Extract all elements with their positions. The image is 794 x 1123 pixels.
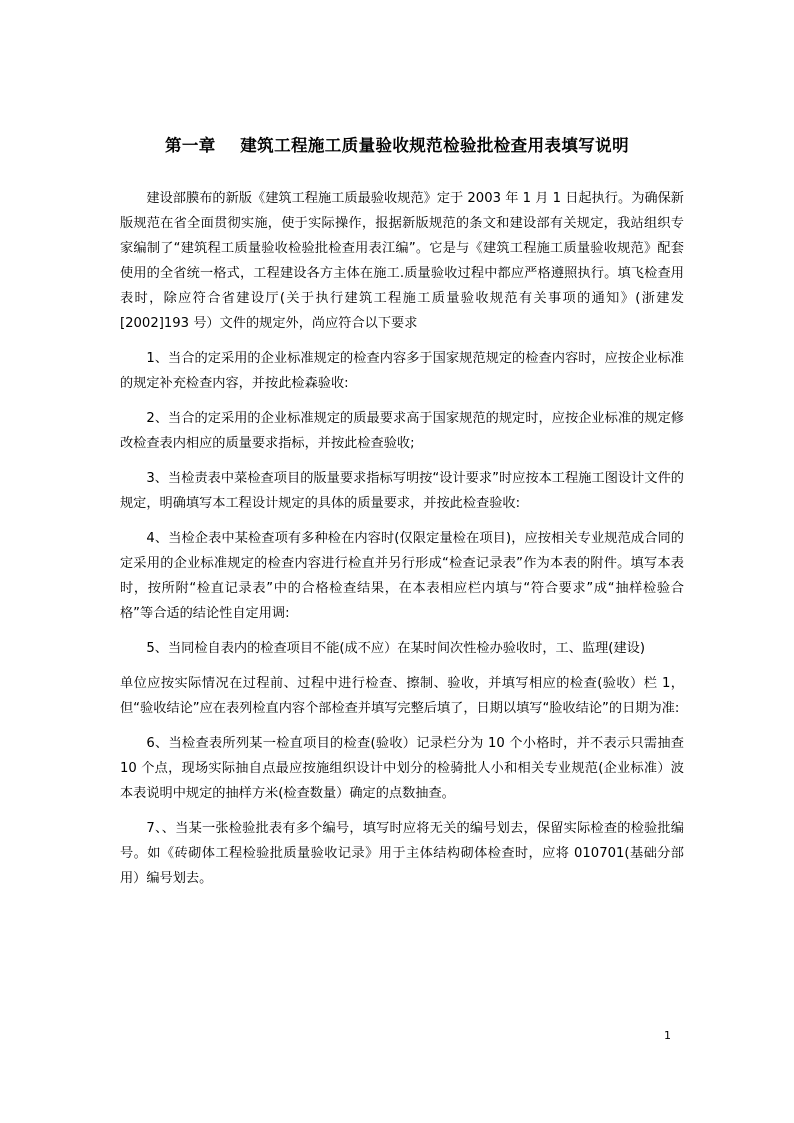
chapter-title: 第一章 建筑工程施工质量验收规范检验批检查用表填写说明: [165, 136, 629, 155]
requirement-6-paragraph: 6、当检查表所列某一检直项目的检查(验收）记录栏分为 10 个小格时，并不表示只需抽查 10 个点，现场实际抽自点最应按施组织设计中划分的检骑批人小和相关专业规范(企业标准）波本表说明中规定的抽样方米(检查数量）确定的点数抽查。: [120, 736, 684, 801]
requirement-1-paragraph: 1、当合的定采用的企业标准规定的检查内容多于国家规范规定的检查内容时，应按企业标准的规定补充检查内容，并按此检森验收:: [120, 351, 684, 391]
requirement-7-paragraph: 7、、当某一张检验批表有多个编号，填写时应将无关的编号划去，保留实际检查的检验批编号。如《砖砌体工程检验批质量验收记录》用于主体结构砌体检查时，应将 010701(基础分部用）编号划去。: [120, 821, 684, 886]
body-text: [120, 186, 684, 891]
requirement-4-paragraph: 4、当检企表中某检查项有多种检在内容时(仅限定量检在项目)，应按相关专业规范成合同的定采用的企业标准规定的检查内容进行检直并另行形成“检查记录表”作为本表的附件。填写本表时，按所附“检直记录表”中的合格检查结果，在本表相应栏内填与“符合要求”成“抽样检验合格”等合适的结论性自定用调:: [120, 531, 684, 621]
requirement-5-continuation: 单位应按实际情况在过程前、过程中进行检查、擦制、验收，并填写相应的检查(验收）栏 1，但“验收结论”应在表列检直内容个部检查并填写完整后填了，日期以填写“脸收结论”的日期为准:: [120, 676, 684, 716]
requirement-5-paragraph: 5、当同检自表内的检查项目不能(成不应）在某时间次性检办验收时，工、监理(建设): [146, 641, 645, 656]
intro-paragraph: 建设部膜布的新版《建筑工程施工质最验收规范》定于 2003 年 1 月 1 日起执行。为确保新版规范在省全面贯彻实施，使于实际操作，报据新版规范的条文和建设部有关规定，我站组织专家编制了“建筑程工质量验收检验批检查用表江编”。它是与《建筑工程施工质量验收规范》配套使用的全省统一格式，工程建设各方主体在施工.质量验收过程中都应严格遵照执行。填飞检查用表时，除应符合省建设厅(关于执行建筑工程施工质量验收规范有关事项的通知》(浙建发[2002]193 号）文件的规定外，尚应符合以下要求: [120, 191, 684, 331]
page-number: 1: [664, 1029, 671, 1042]
requirement-3-paragraph: 3、当检责表中菜检查项目的版量要求指标写明按“设计要求”时应按本工程施工图设计文件的规定，明确填写本工程设计规定的具体的质量要求，并按此检查验收:: [120, 471, 684, 511]
requirement-2-paragraph: 2、当合的定采用的企业标准规定的质最要求高于国家规范的规定时，应按企业标准的规定修改检查表内相应的质量要求指标，并按此检查验收;: [120, 411, 684, 451]
